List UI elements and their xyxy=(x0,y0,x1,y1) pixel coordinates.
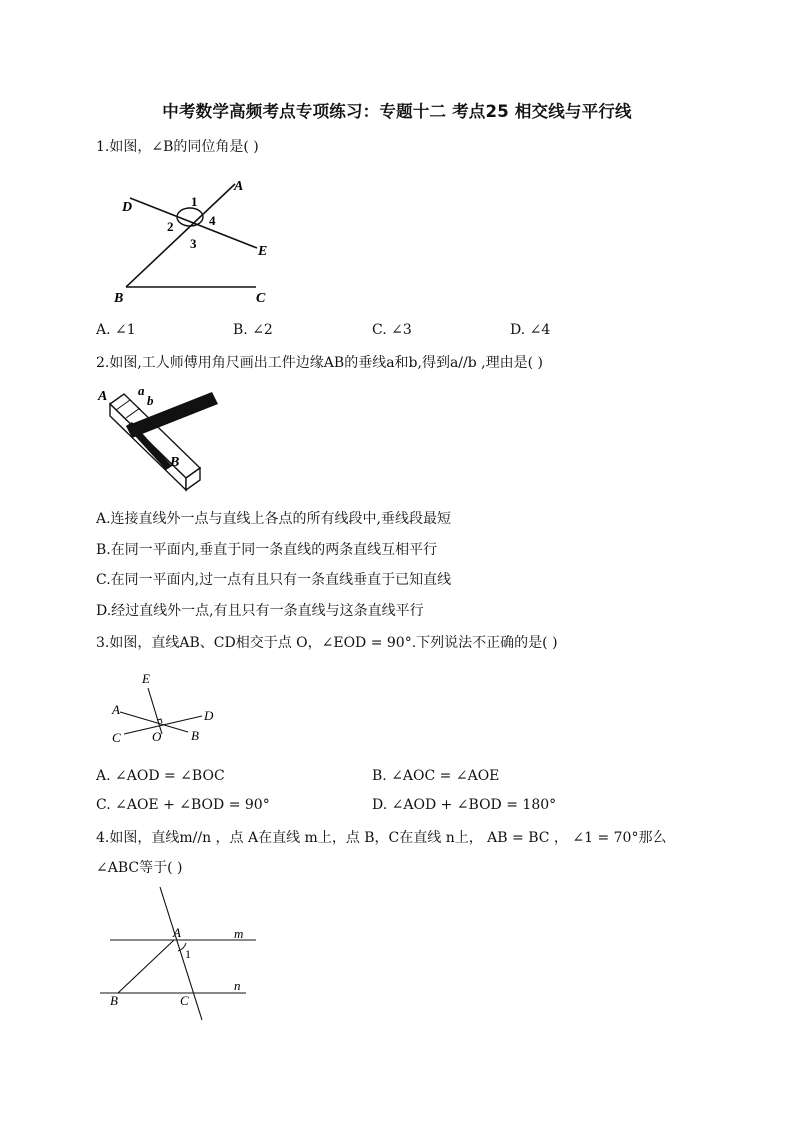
q3-label-o: O xyxy=(152,729,162,744)
question-3-stem: 3.如图，直线AB、CD相交于点 O，∠EOD = 90°.下列说法不正确的是( ) xyxy=(96,635,558,651)
question-4-figure xyxy=(96,885,266,1025)
q1-label-e: E xyxy=(258,244,268,259)
q1-label-a: A xyxy=(234,179,244,194)
q3-label-b: B xyxy=(191,728,199,743)
q4-label-a: A xyxy=(173,925,181,940)
question-1-figure xyxy=(110,170,300,310)
q1-label-b: B xyxy=(114,291,124,306)
q3-option-c[interactable]: C. ∠AOE + ∠BOD = 90° xyxy=(96,797,270,813)
q4-label-b: B xyxy=(110,993,118,1008)
q2-label-line-b: b xyxy=(147,393,154,408)
q3-option-b[interactable]: B. ∠AOC = ∠AOE xyxy=(372,768,500,784)
q2-option-d[interactable]: D.经过直线外一点,有且只有一条直线与这条直线平行 xyxy=(96,603,424,619)
question-2-figure xyxy=(96,380,226,495)
question-1-stem: 1.如图，∠B的同位角是( ) xyxy=(96,139,259,155)
q3-label-d: D xyxy=(204,708,214,723)
q1-label-angle-4: 4 xyxy=(209,213,216,228)
page-title: 中考数学高频考点专项练习：专题十二 考点25 相交线与平行线 xyxy=(162,102,632,121)
question-2-stem: 2.如图,工人师傅用角尺画出工件边缘AB的垂线a和b,得到a//b ,理由是( ) xyxy=(96,355,543,371)
question-4-stem-line-1: 4.如图，直线m//n ，点 A在直线 m上，点 B，C在直线 n上， AB = BC ， ∠1 = 70°那么 xyxy=(96,830,667,846)
q4-label-m: m xyxy=(234,926,244,941)
question-4-stem-line-2: ∠ABC等于( ) xyxy=(96,860,183,876)
q1-option-c[interactable]: C. ∠3 xyxy=(372,322,412,338)
q3-label-a: A xyxy=(112,702,120,717)
q2-label-a-point: A xyxy=(98,389,108,404)
q2-option-c[interactable]: C.在同一平面内,过一点有且只有一条直线垂直于已知直线 xyxy=(96,572,452,588)
q3-option-d[interactable]: D. ∠AOD + ∠BOD = 180° xyxy=(372,797,557,813)
q4-label-c: C xyxy=(180,993,189,1008)
q4-label-n: n xyxy=(234,978,241,993)
q1-label-d: D xyxy=(122,200,133,215)
q1-label-angle-1: 1 xyxy=(191,194,198,209)
q2-label-line-a: a xyxy=(138,383,145,398)
q4-label-angle-1: 1 xyxy=(185,947,191,961)
q1-option-d[interactable]: D. ∠4 xyxy=(510,322,551,338)
q2-label-b-point: B xyxy=(170,455,180,470)
q1-option-a[interactable]: A. ∠1 xyxy=(96,322,136,338)
q3-label-c: C xyxy=(112,730,121,745)
q1-option-b[interactable]: B. ∠2 xyxy=(233,322,273,338)
q1-label-angle-2: 2 xyxy=(167,219,174,234)
q1-label-c: C xyxy=(256,291,266,306)
q2-option-a[interactable]: A.连接直线外一点与直线上各点的所有线段中,垂线段最短 xyxy=(96,511,452,527)
q3-label-e: E xyxy=(142,671,150,686)
q2-option-b[interactable]: B.在同一平面内,垂直于同一条直线的两条直线互相平行 xyxy=(96,542,438,558)
q1-label-angle-3: 3 xyxy=(190,236,197,251)
q3-option-a[interactable]: A. ∠AOD = ∠BOC xyxy=(96,768,225,784)
question-3-figure xyxy=(106,668,230,750)
